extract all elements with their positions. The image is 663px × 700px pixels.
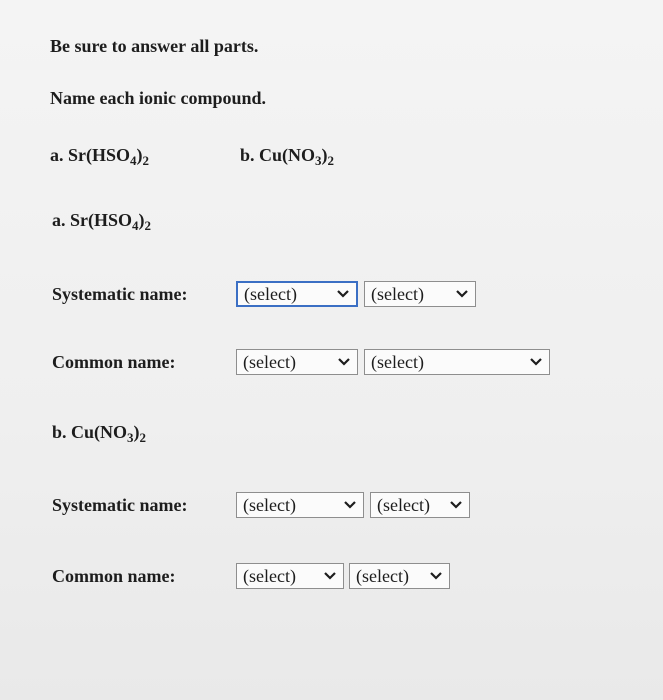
chevron-down-icon <box>323 569 337 583</box>
formula-text: a. Sr(HSO <box>52 210 133 230</box>
formula-subscript: 3 <box>127 430 134 445</box>
formula-subscript: 3 <box>315 153 322 168</box>
select-value: (select) <box>371 283 424 304</box>
a-systematic-select-1[interactable] <box>236 281 358 307</box>
b-common-select-1[interactable] <box>236 563 344 589</box>
b-common-label: Common name: <box>52 566 176 586</box>
formula-text: ) <box>321 145 328 165</box>
instruction-answer-all: Be sure to answer all parts. <box>50 36 259 56</box>
instruction-name-compound: Name each ionic compound. <box>50 88 266 108</box>
formula-text: b. Cu(NO <box>240 145 316 165</box>
select-value: (select) <box>377 494 430 515</box>
formula-text: ) <box>138 210 145 230</box>
chevron-down-icon <box>337 355 351 369</box>
a-common-select-1[interactable] <box>236 349 358 375</box>
formula-text: ) <box>133 422 140 442</box>
chevron-down-icon <box>343 498 357 512</box>
select-value: (select) <box>243 565 296 586</box>
chevron-down-icon <box>429 569 443 583</box>
formula-text: ) <box>136 145 143 165</box>
formula-subscript: 2 <box>327 153 335 168</box>
b-systematic-select-2[interactable] <box>370 492 470 518</box>
select-value: (select) <box>243 494 296 515</box>
a-common-label: Common name: <box>52 352 176 372</box>
formula-subscript: 2 <box>139 430 147 445</box>
select-value: (select) <box>244 283 297 304</box>
b-systematic-label: Systematic name: <box>52 495 188 515</box>
formula-subscript: 4 <box>130 153 137 168</box>
formula-text: b. Cu(NO <box>52 422 128 442</box>
formula-text: a. Sr(HSO <box>50 145 131 165</box>
formula-subscript: 2 <box>142 153 150 168</box>
problem-a-heading <box>50 145 149 166</box>
formula-subscript: 2 <box>144 218 152 233</box>
b-systematic-select-1[interactable] <box>236 492 364 518</box>
a-systematic-label: Systematic name: <box>52 284 188 304</box>
a-common-select-2[interactable] <box>364 349 550 375</box>
chevron-down-icon <box>529 355 543 369</box>
select-value: (select) <box>356 565 409 586</box>
chevron-down-icon <box>455 287 469 301</box>
section-a-heading <box>52 210 151 231</box>
b-common-select-2[interactable] <box>349 563 450 589</box>
section-b-heading <box>52 422 146 443</box>
chevron-down-icon <box>336 287 350 301</box>
select-value: (select) <box>371 351 424 372</box>
chevron-down-icon <box>449 498 463 512</box>
problem-b-heading <box>240 145 334 166</box>
select-value: (select) <box>243 351 296 372</box>
a-systematic-select-2[interactable] <box>364 281 476 307</box>
formula-subscript: 4 <box>132 218 139 233</box>
